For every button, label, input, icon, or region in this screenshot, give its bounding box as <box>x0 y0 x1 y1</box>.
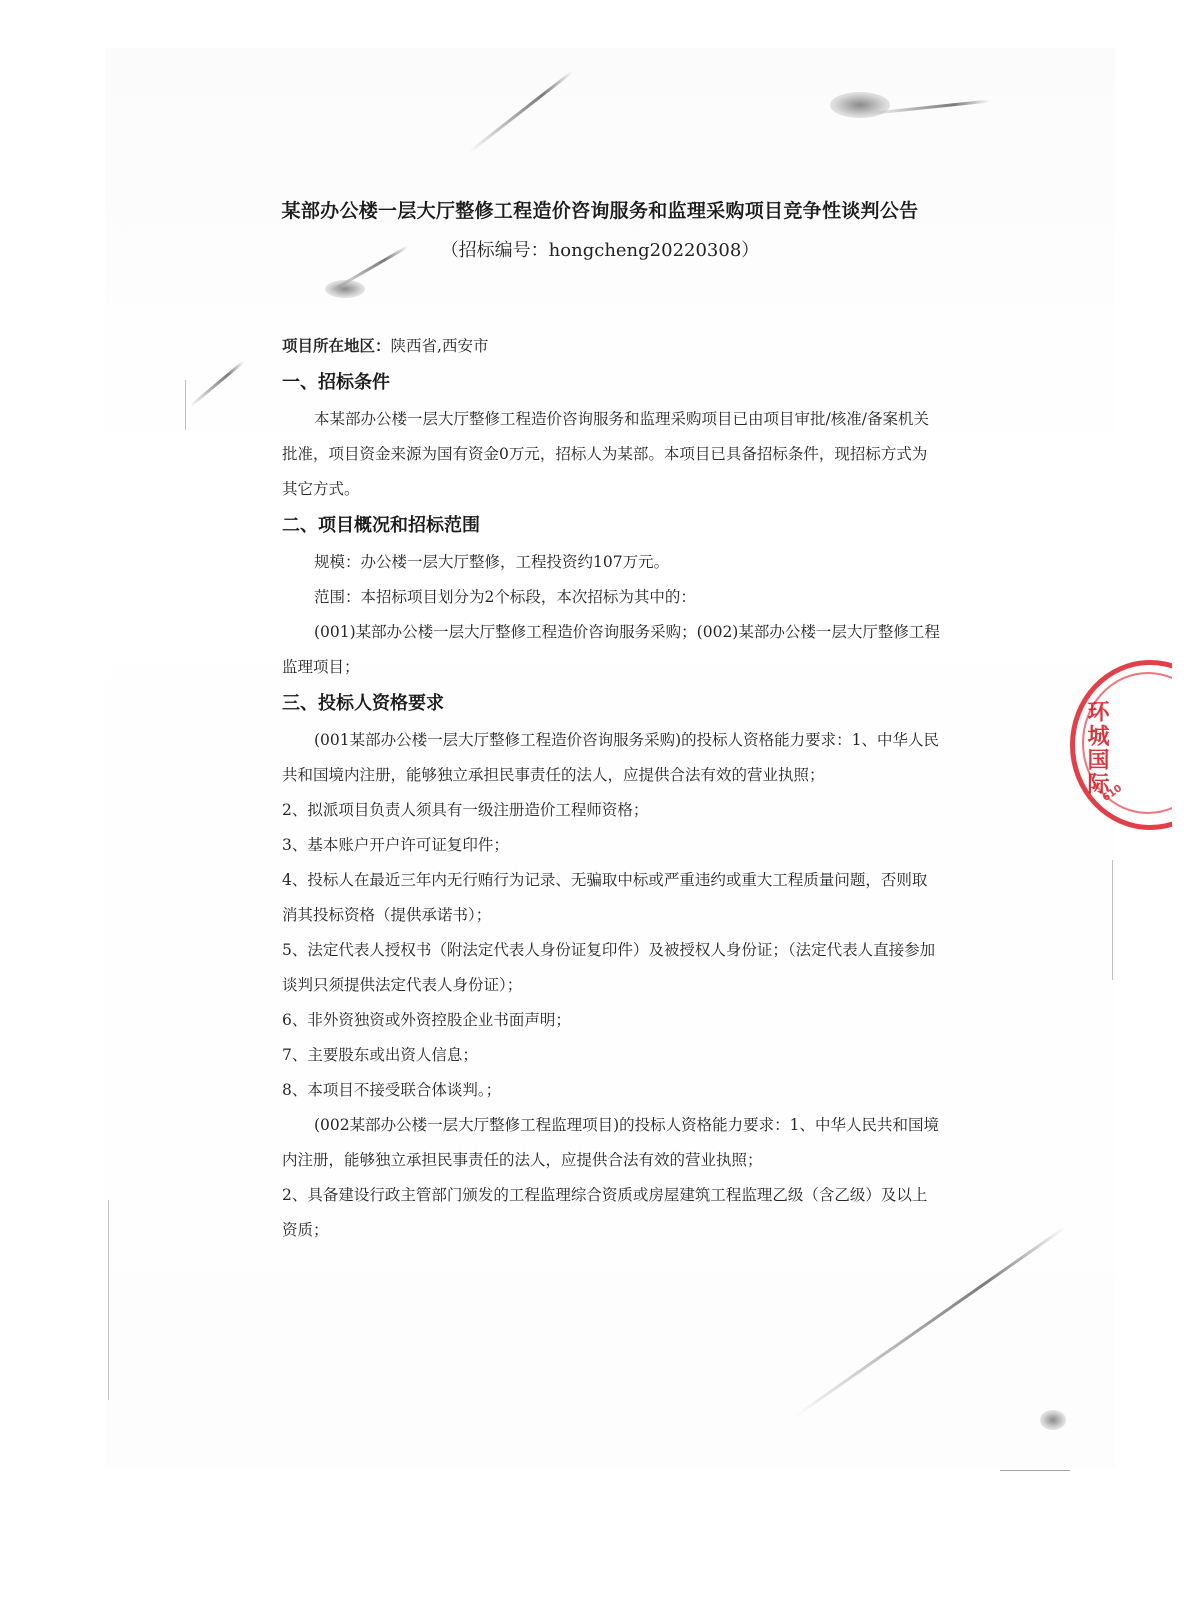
qualification-item: 3、基本账户开户许可证复印件； <box>282 836 509 854</box>
seal-text: 环城国际 <box>1084 700 1110 796</box>
section-heading-3: 三、投标人资格要求 <box>282 693 444 714</box>
scan-line <box>1112 860 1113 980</box>
document-title: 某部办公楼一层大厅整修工程造价咨询服务和监理采购项目竞争性谈判公告 <box>281 200 919 222</box>
scan-smudge <box>325 280 365 298</box>
qualification-item: 7、主要股东或出资人信息； <box>282 1046 478 1064</box>
lots-paragraph: (001)某部办公楼一层大厅整修工程造价咨询服务采购；(002)某部办公楼一层大厅整修工程监理项目； <box>282 623 940 676</box>
qualification-item: 6、非外资独资或外资控股企业书面声明； <box>282 1011 571 1029</box>
qualification-002-intro: (002某部办公楼一层大厅整修工程监理项目)的投标人资格能力要求：1、中华人民共和国境内注册，能够独立承担民事责任的法人，应提供合法有效的营业执照； <box>282 1116 940 1169</box>
section-heading-2: 二、项目概况和招标范围 <box>282 515 480 536</box>
scan-line <box>108 1200 109 1400</box>
qualification-item: 8、本项目不接受联合体谈判。； <box>282 1081 502 1099</box>
qualification-item: 2、拟派项目负责人须具有一级注册造价工程师资格； <box>282 801 649 819</box>
qualification-item: 2、具备建设行政主管部门颁发的工程监理综合资质或房屋建筑工程监理乙级（含乙级）及以上资质； <box>282 1186 928 1239</box>
qualification-item: 4、投标人在最近三年内无行贿行为记录、无骗取中标或严重违约或重大工程质量问题，否则取消其投标资格（提供承诺书）； <box>282 871 928 924</box>
scale-paragraph: 规模：办公楼一层大厅整修，工程投资约107万元。 <box>314 553 670 571</box>
qualification-001-intro: (001某部办公楼一层大厅整修工程造价咨询服务采购)的投标人资格能力要求：1、中华人民共和国境内注册，能够独立承担民事责任的法人，应提供合法有效的营业执照； <box>282 731 940 784</box>
seal-number: 610 <box>1100 783 1125 804</box>
section-1-paragraph: 本某部办公楼一层大厅整修工程造价咨询服务和监理采购项目已由项目审批/核准/备案机关批准，项目资金来源为国有资金0万元，招标人为某部。本项目已具备招标条件，现招标方式为其它方式。 <box>282 410 929 498</box>
region-value: 陕西省,西安市 <box>390 337 489 355</box>
scan-smudge <box>830 92 890 118</box>
region-label: 项目所在地区： <box>282 336 391 355</box>
document-body <box>282 328 942 1248</box>
scan-line <box>1000 1470 1070 1471</box>
project-region <box>282 328 942 364</box>
company-seal-stamp <box>1062 660 1172 830</box>
qualification-item: 5、法定代表人授权书（附法定代表人身份证复印件）及被授权人身份证；（法定代表人直接参加谈判只须提供法定代表人身份证）； <box>282 941 936 994</box>
scan-smudge <box>1040 1410 1066 1430</box>
scope-paragraph: 范围：本招标项目划分为2个标段，本次招标为其中的： <box>314 588 696 606</box>
tender-number: （招标编号：hongcheng20220308） <box>440 240 760 261</box>
section-heading-1: 一、招标条件 <box>282 372 390 393</box>
scan-line <box>185 380 186 430</box>
